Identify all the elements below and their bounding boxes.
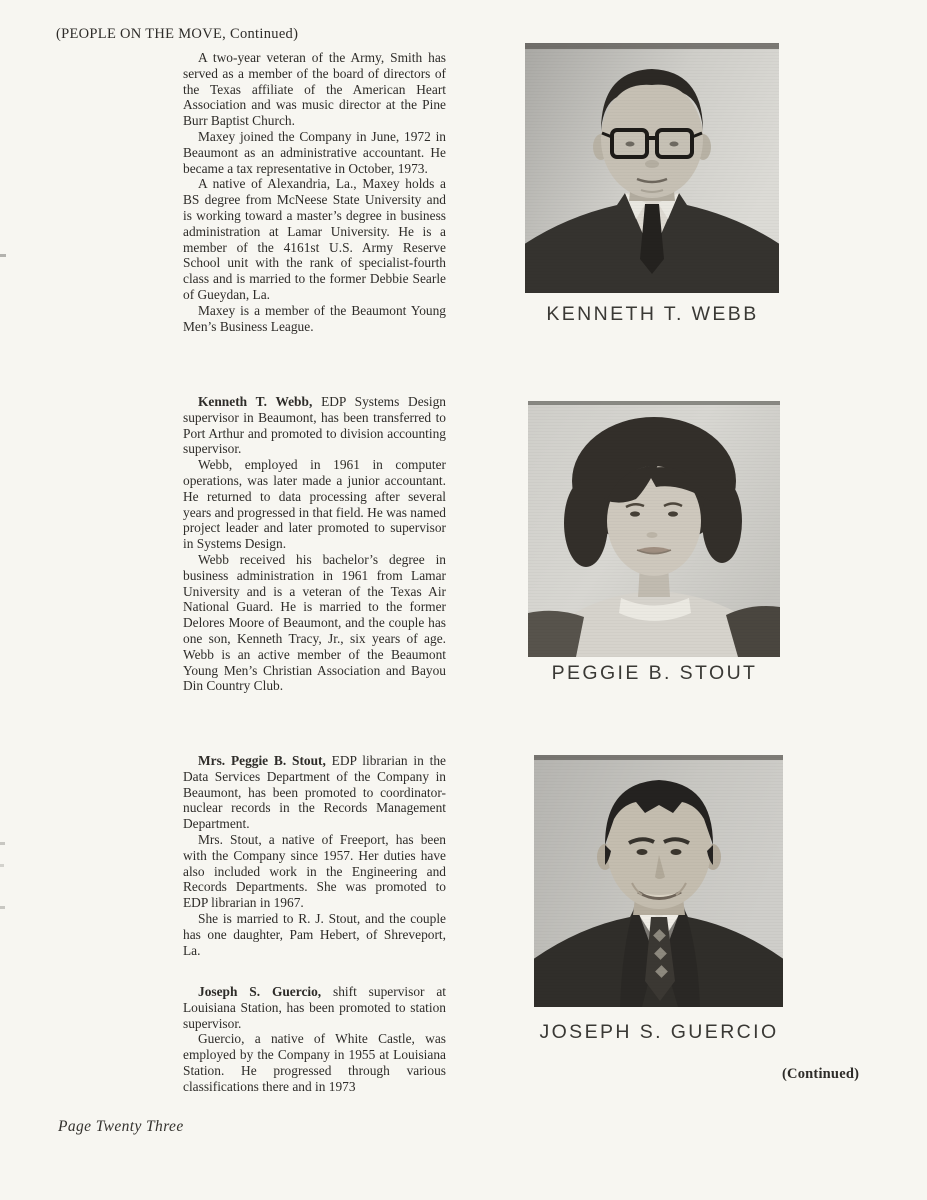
paragraph-text: shift supervisor at Louisiana Station, has been promoted to station supervisor. [183, 984, 446, 1031]
paragraph-text: A two-year veteran of the Army, Smith has served as a member of the board of directors of the Texas affiliate of the American Heart Association and was music director at the Pine Burr Baptist Church. [183, 50, 446, 129]
scan-artifact [0, 842, 5, 845]
article-maxey-continued [183, 50, 446, 334]
scan-artifact [0, 254, 6, 257]
person-name-joseph-guercio: Joseph S. Guercio, [198, 984, 322, 999]
paragraph [183, 984, 446, 1031]
paragraph-text: Maxey joined the Company in June, 1972 in Beaumont as an administrative accountant. He became a tax representative in October, 1973. [183, 128, 446, 176]
portrait-woman-short-hair-illustration [528, 401, 780, 657]
paragraph [183, 832, 446, 911]
continued-note: (Continued) [782, 1066, 860, 1082]
person-name-peggie-stout: Mrs. Peggie B. Stout, [198, 753, 326, 768]
paragraph [183, 911, 446, 958]
scan-artifact [0, 906, 5, 909]
article-kenneth-webb [183, 394, 446, 694]
person-name-kenneth-webb: Kenneth T. Webb, [198, 394, 313, 409]
paragraph-text: Webb, employed in 1961 in computer operations, was later made a junior accountant. He returned to data processing after several years and progressed in that field. He was named project leader and later promoted to supervisor in Systems Design. [183, 457, 446, 552]
photo-joseph-guercio [534, 755, 783, 1007]
paragraph-text: EDP Systems Design supervisor in Beaumont, has been transferred to Port Arthur and promoted to division accounting supervisor. [183, 394, 446, 457]
paragraph-text: Webb received his bachelor’s degree in business administration in 1961 from Lamar University and is a veteran of the Texas Air National Guard. He is married to the former Delores Moore of Beaumont, and the couple has one son, Kenneth Tracy, Jr., six years of age. Webb is an active member of the Beaumont Young Men’s Christian Association and Bayou Din Country Club. [183, 551, 446, 694]
paragraph-text: EDP librarian in the Data Services Department of the Company in Beaumont, has been promoted to coordinator-nuclear records in the Records Management Department. [183, 753, 446, 832]
page-number-footer: Page Twenty Three [58, 1118, 184, 1135]
paragraph-text: A native of Alexandria, La., Maxey holds a BS degree from McNeese State University and is working toward a master’s degree in business administration at Lamar University. He is a member of the 4161st U.S. Army Reserve School unit with the rank of specialist-fourth class and is married to the former Debbie Searle of Gueydan, La. [183, 176, 446, 302]
paragraph [183, 394, 446, 457]
paragraph [183, 552, 446, 694]
article-joseph-guercio [183, 984, 446, 1095]
scan-artifact [0, 864, 4, 867]
paragraph [183, 1031, 446, 1094]
photo-peggie-stout [528, 401, 780, 657]
paragraph [183, 303, 446, 335]
paragraph-text: She is married to R. J. Stout, and the couple has one daughter, Pam Hebert, of Shreveport, La. [183, 910, 446, 958]
page-section-header: (PEOPLE ON THE MOVE, Continued) [56, 26, 299, 42]
photo-caption-kenneth-webb: KENNETH T. WEBB [546, 303, 759, 325]
paragraph [183, 176, 446, 302]
paragraph [183, 753, 446, 832]
paragraph [183, 457, 446, 552]
paragraph-text: Guercio, a native of White Castle, was employed by the Company in 1955 at Louisiana Station. He progressed through various classifications there and in 1973 [183, 1031, 446, 1094]
portrait-smiling-man-illustration [534, 755, 783, 1007]
photo-caption-joseph-guercio: JOSEPH S. GUERCIO [539, 1021, 779, 1043]
photo-caption-peggie-stout: PEGGIE B. STOUT [551, 662, 758, 684]
photo-kenneth-webb [525, 43, 779, 293]
paragraph-text: Maxey is a member of the Beaumont Young Men’s Business League. [183, 302, 446, 334]
paragraph [183, 50, 446, 129]
paragraph [183, 129, 446, 176]
article-peggie-stout [183, 753, 446, 958]
portrait-man-glasses-illustration [525, 43, 779, 293]
paragraph-text: Mrs. Stout, a native of Freeport, has been with the Company since 1957. Her duties have also included work in the Engineering and Records Departments. She was promoted to EDP librarian in 1967. [183, 831, 446, 911]
